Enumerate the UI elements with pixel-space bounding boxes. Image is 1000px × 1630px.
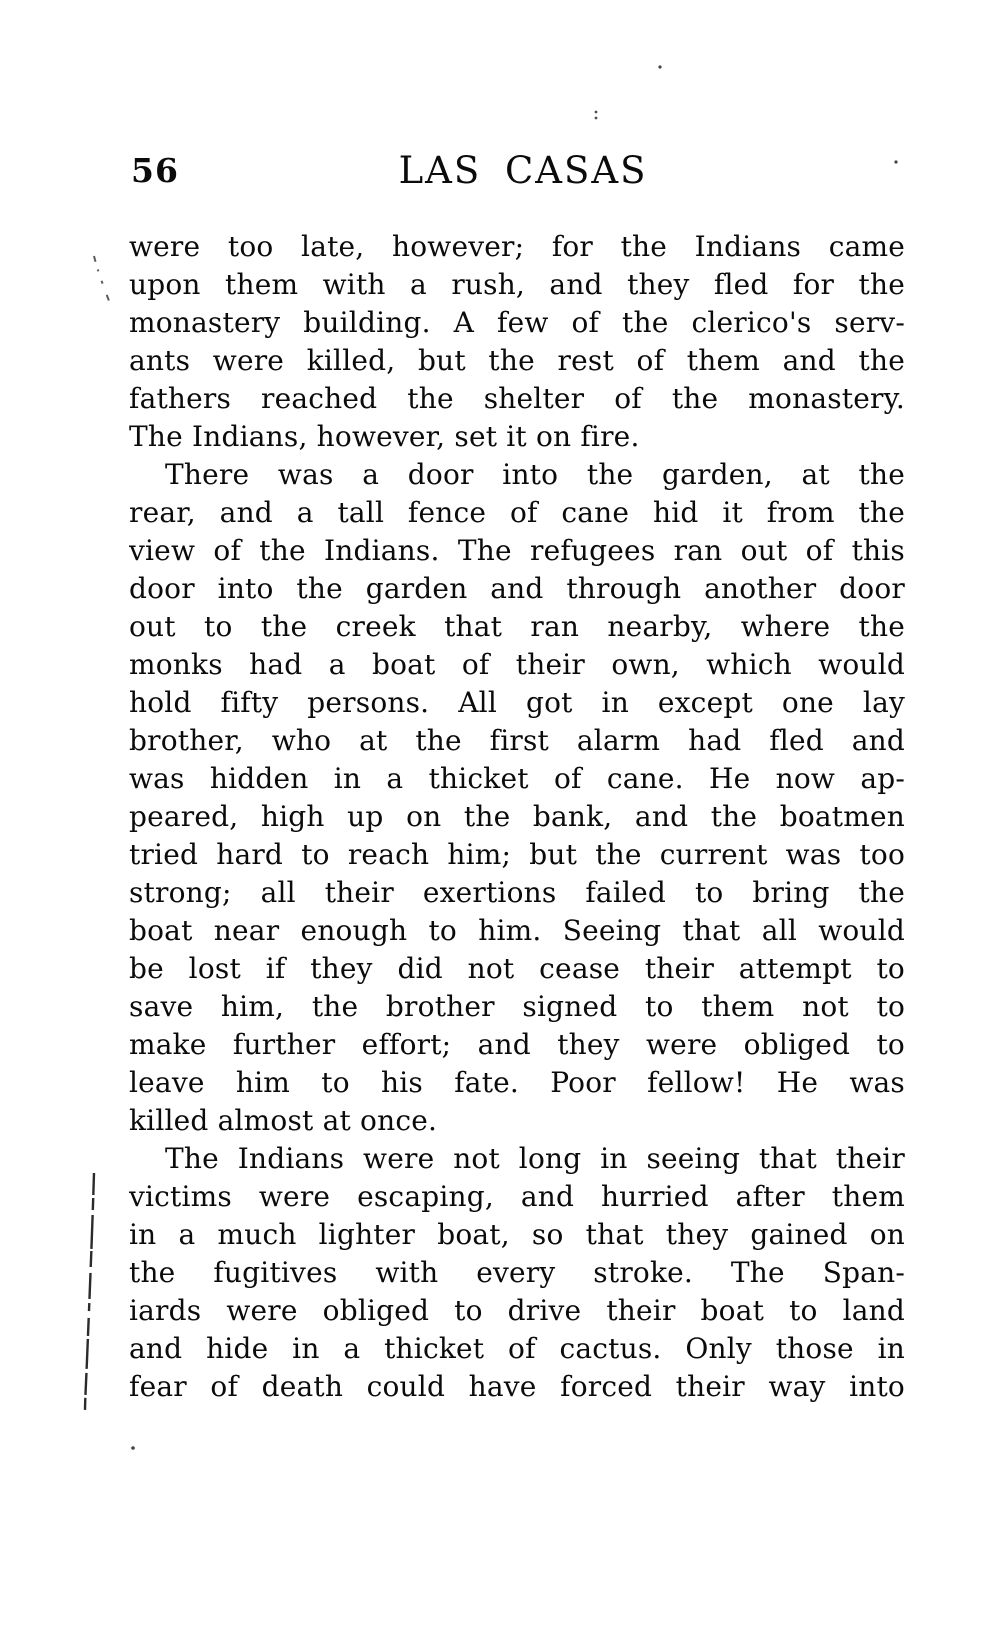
text-line: hold fifty persons. All got in except one lay xyxy=(129,686,905,719)
text-line: upon them with a rush, and they fled for the xyxy=(129,268,905,301)
speck xyxy=(595,117,598,120)
page-header-row xyxy=(0,149,1000,195)
text-line: rear, and a tall fence of cane hid it from the xyxy=(129,496,905,529)
text-line: There was a door into the garden, at the xyxy=(165,458,905,491)
speck xyxy=(131,1446,135,1450)
margin-pen-mark-small xyxy=(94,256,111,306)
text-line: be lost if they did not cease their attempt to xyxy=(129,952,905,985)
text-line: tried hard to reach him; but the current was too xyxy=(129,838,905,871)
text-line: ants were killed, but the rest of them and the xyxy=(129,344,905,377)
text-line: leave him to his fate. Poor fellow! He was xyxy=(129,1066,905,1099)
text-line: in a much lighter boat, so that they gained on xyxy=(129,1218,905,1251)
text-line: out to the creek that ran nearby, where the xyxy=(129,610,905,643)
speck xyxy=(595,111,598,114)
text-line: save him, the brother signed to them not to xyxy=(129,990,905,1023)
text-line: boat near enough to him. Seeing that all would xyxy=(129,914,905,947)
text-line: brother, who at the first alarm had fled and xyxy=(129,724,905,757)
text-line: strong; all their exertions failed to bring the xyxy=(129,876,905,909)
text-line: iards were obliged to drive their boat to land xyxy=(129,1294,905,1327)
speck xyxy=(658,65,661,68)
text-line: was hidden in a thicket of cane. He now ap- xyxy=(129,762,905,795)
text-line: make further effort; and they were obliged to xyxy=(129,1028,905,1061)
text-line: killed almost at once. xyxy=(129,1104,438,1137)
text-line: monastery building. A few of the clerico's serv- xyxy=(129,306,905,339)
margin-pen-mark-long xyxy=(85,1173,94,1413)
text-line: the fugitives with every stroke. The Span- xyxy=(129,1256,905,1289)
page-number: 56 xyxy=(131,151,179,190)
text-line: door into the garden and through another door xyxy=(129,572,905,605)
text-block xyxy=(129,228,905,1406)
text-line: The Indians were not long in seeing that their xyxy=(165,1142,905,1175)
paragraph xyxy=(129,456,905,1140)
paragraph xyxy=(129,1140,905,1406)
text-line: peared, high up on the bank, and the boatmen xyxy=(129,800,905,833)
running-head-title: LAS CASAS xyxy=(398,149,648,192)
text-line: fear of death could have forced their way into xyxy=(129,1370,905,1403)
text-line: and hide in a thicket of cactus. Only those in xyxy=(129,1332,905,1365)
text-line: were too late, however; for the Indians came xyxy=(129,230,905,263)
text-line: The Indians, however, set it on fire. xyxy=(129,420,640,453)
text-line: fathers reached the shelter of the monastery. xyxy=(129,382,905,415)
text-line: view of the Indians. The refugees ran out of this xyxy=(129,534,905,567)
text-line: monks had a boat of their own, which would xyxy=(129,648,905,681)
paragraph xyxy=(129,228,905,456)
text-line: victims were escaping, and hurried after them xyxy=(129,1180,905,1213)
